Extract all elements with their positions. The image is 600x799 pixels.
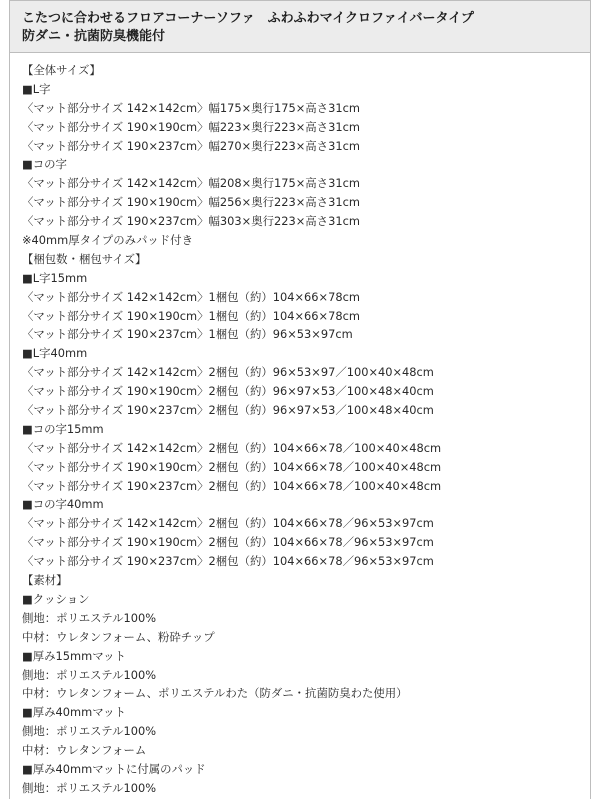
spec-line: 〈マット部分サイズ 142×142cm〉2梱包（約）104×66×78／96×53×97cm	[22, 516, 434, 531]
spec-line: 〈マット部分サイズ 190×237cm〉2梱包（約）96×97×53／100×48×40cm	[22, 403, 434, 418]
subsection-heading: ■コの字40mm	[22, 497, 104, 512]
section-heading: 【梱包数・梱包サイズ】	[22, 251, 147, 266]
subsection-heading: ■コの字15mm	[22, 421, 104, 436]
spec-line: 〈マット部分サイズ 190×237cm〉2梱包（約）104×66×78／100×40×48cm	[22, 478, 442, 493]
subsection-heading: ■コの字	[22, 157, 67, 172]
subsection-heading: ■厚み40mmマットに付属のパッド	[22, 761, 206, 776]
spec-line: 中材：ウレタンフォーム、粉砕チップ	[22, 629, 215, 644]
spec-line: 〈マット部分サイズ 190×237cm〉幅270×奥行223×高さ31cm	[22, 138, 360, 153]
header-title-line-1: こたつに合わせるフロアコーナーソファ ふわふわマイクロファイバータイプ	[22, 11, 474, 26]
spec-document	[9, 0, 591, 799]
section-heading: 【素材】	[22, 573, 68, 588]
spec-line: 側地：ポリエステル100%	[22, 610, 157, 625]
spec-line: 〈マット部分サイズ 190×190cm〉2梱包（約）104×66×78／100×40×48cm	[22, 459, 442, 474]
subsection-heading: ■L字	[22, 81, 51, 96]
spec-line: 〈マット部分サイズ 142×142cm〉幅175×奥行175×高さ31cm	[22, 100, 360, 115]
spec-line: 〈マット部分サイズ 190×190cm〉幅223×奥行223×高さ31cm	[22, 119, 360, 134]
spec-line: 〈マット部分サイズ 142×142cm〉2梱包（約）104×66×78／100×40×48cm	[22, 440, 442, 455]
spec-line: 側地：ポリエステル100%	[22, 667, 157, 682]
spec-body	[10, 53, 590, 798]
spec-line: 中材：ウレタンフォーム、ポリエステルわた（防ダニ・抗菌防臭わた使用）	[22, 686, 408, 701]
section-heading: 【全体サイズ】	[22, 63, 101, 77]
spec-line: 〈マット部分サイズ 190×190cm〉2梱包（約）96×97×53／100×48×40cm	[22, 384, 434, 399]
spec-line: 〈マット部分サイズ 190×237cm〉2梱包（約）104×66×78／96×53×97cm	[22, 554, 434, 569]
spec-line: 〈マット部分サイズ 190×190cm〉2梱包（約）104×66×78／96×53×97cm	[22, 535, 434, 550]
spec-line: 側地：ポリエステル100%	[22, 780, 157, 795]
subsection-heading: ■厚み40mmマット	[22, 705, 126, 720]
subsection-heading: ■厚み15mmマット	[22, 648, 126, 663]
spec-line: 中材：ウレタンフォーム	[22, 743, 147, 758]
spec-line: 側地：ポリエステル100%	[22, 724, 157, 739]
spec-line: 〈マット部分サイズ 190×190cm〉幅256×奥行223×高さ31cm	[22, 195, 360, 210]
subsection-heading: ■クッション	[22, 591, 90, 606]
spec-line: 〈マット部分サイズ 190×237cm〉幅303×奥行223×高さ31cm	[22, 214, 360, 229]
spec-line: 〈マット部分サイズ 190×190cm〉1梱包（約）104×66×78cm	[22, 308, 360, 323]
spec-line: 〈マット部分サイズ 190×237cm〉1梱包（約）96×53×97cm	[22, 327, 353, 342]
spec-note: ※40mm厚タイプのみパッド付き	[22, 233, 193, 248]
spec-line: 〈マット部分サイズ 142×142cm〉2梱包（約）96×53×97／100×40×48cm	[22, 365, 434, 380]
header-title-line-2: 防ダニ・抗菌防臭機能付	[22, 29, 166, 44]
subsection-heading: ■L字40mm	[22, 346, 88, 361]
spec-line: 〈マット部分サイズ 142×142cm〉1梱包（約）104×66×78cm	[22, 289, 360, 304]
spec-line: 〈マット部分サイズ 142×142cm〉幅208×奥行175×高さ31cm	[22, 176, 360, 191]
subsection-heading: ■L字15mm	[22, 270, 88, 285]
spec-header	[10, 0, 590, 53]
